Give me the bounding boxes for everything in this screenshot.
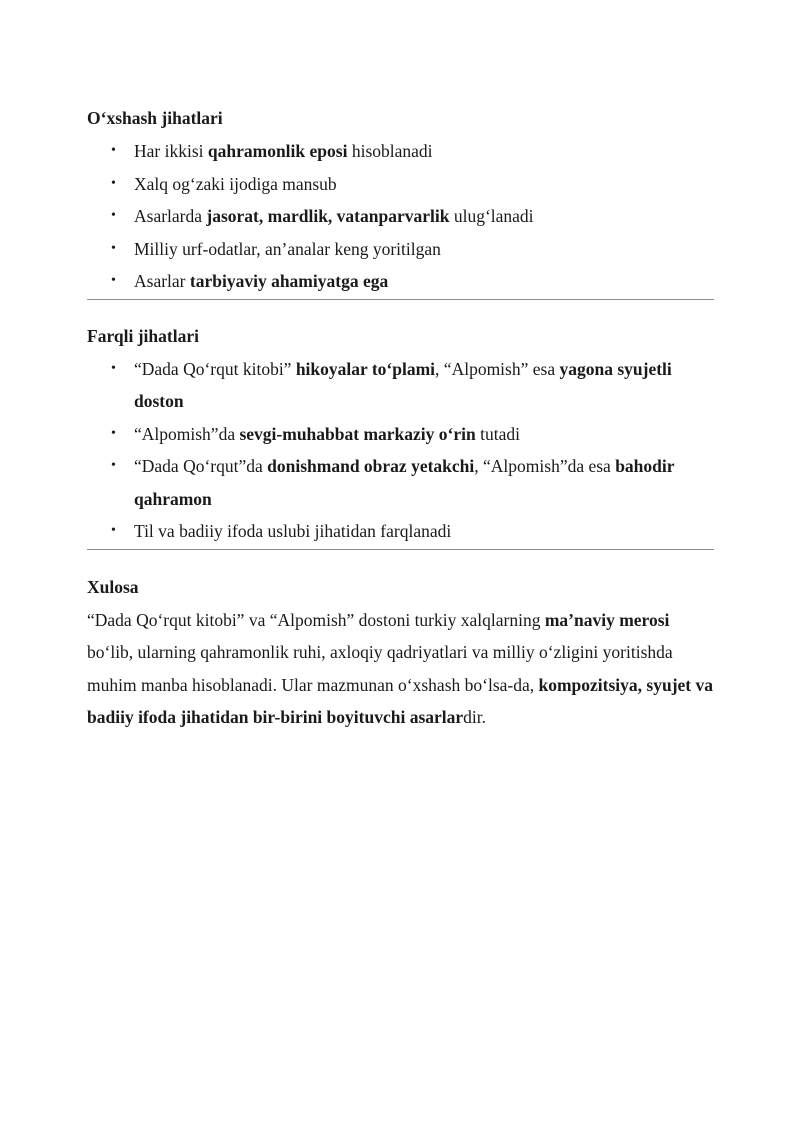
item-text: Asarlar — [134, 271, 190, 291]
list-item — [87, 418, 714, 451]
bullet-icon: • — [111, 143, 116, 158]
bullet-icon: • — [111, 425, 116, 441]
item-text: Til va badiiy ifoda uslubi jihatidan farqlanadi — [134, 521, 452, 541]
section-divider — [87, 549, 714, 550]
list-item — [87, 450, 714, 515]
item-bold-text: yagona syujetli doston — [134, 358, 672, 411]
document-page — [87, 104, 714, 734]
bullet-icon: • — [111, 240, 116, 256]
item-bold-text: tarbiyaviy ahamiyatga ega — [189, 271, 389, 291]
conclusion-heading: Xulosa — [87, 576, 139, 597]
list-item — [87, 353, 714, 418]
bullet-icon: • — [111, 523, 116, 538]
section-divider — [87, 299, 714, 300]
list-item — [87, 233, 714, 266]
bullet-icon: • — [111, 360, 116, 376]
item-bold-text: jasorat, mardlik, vatanparvarlik — [206, 206, 450, 226]
differences-list — [87, 353, 714, 548]
bullet-icon: • — [111, 208, 116, 223]
item-text: “Alpomish”da — [134, 423, 240, 444]
list-item — [87, 135, 714, 168]
similarities-list — [87, 135, 714, 298]
item-text: Milliy urf-odatlar, an’analar keng yoritilgan — [134, 238, 441, 259]
list-item — [87, 515, 714, 548]
item-bold-text: bahodir qahramon — [134, 456, 675, 509]
paragraph-text: dir. — [463, 707, 487, 727]
item-text: “Dada Qo‘rqut”da — [134, 456, 268, 476]
item-text: Xalq og‘zaki ijodiga mansub — [134, 173, 337, 194]
bullet-icon: • — [111, 273, 116, 288]
list-item — [87, 168, 714, 201]
item-text: Har ikkisi — [134, 141, 208, 161]
paragraph-bold-text: kompozitsiya, syujet va badiiy ifoda jihatidan bir-birini boyituvchi asarlar — [87, 674, 714, 727]
conclusion-paragraph — [87, 604, 714, 734]
list-item — [87, 265, 714, 298]
bullet-icon: • — [111, 458, 116, 473]
similarities-heading: O‘xshash jihatlari — [87, 108, 223, 128]
item-bold-text: donishmand obraz yetakchi — [267, 456, 475, 476]
bullet-icon: • — [111, 175, 116, 191]
paragraph-text: “Dada Qo‘rqut kitobi” va “Alpomish” dostoni turkiy xalqlarning — [87, 609, 545, 630]
list-item — [87, 200, 714, 233]
item-text: ulug‘lanadi — [449, 206, 534, 226]
item-bold-text: hikoyalar to‘plami — [295, 358, 436, 379]
item-text: , “Alpomish”da esa — [474, 456, 616, 476]
item-text: Asarlarda — [134, 206, 207, 226]
paragraph-text: bo‘lib, ularning qahramonlik ruhi, axloqiy qadriyatlari va milliy o‘zligini yoritishda muhim manba hisoblanadi. Ular mazmunan o‘xshash bo‘lsa-da, — [87, 642, 673, 695]
paragraph-bold-text: ma’naviy merosi — [544, 609, 670, 630]
item-text: tutadi — [475, 423, 520, 444]
item-text: hisoblanadi — [347, 141, 433, 161]
item-text: , “Alpomish” esa — [435, 358, 560, 379]
item-bold-text: qahramonlik eposi — [207, 141, 348, 161]
differences-heading: Farqli jihatlari — [87, 325, 199, 346]
item-text: “Dada Qo‘rqut kitobi” — [134, 358, 296, 379]
item-bold-text: sevgi-muhabbat markaziy o‘rin — [239, 423, 476, 444]
